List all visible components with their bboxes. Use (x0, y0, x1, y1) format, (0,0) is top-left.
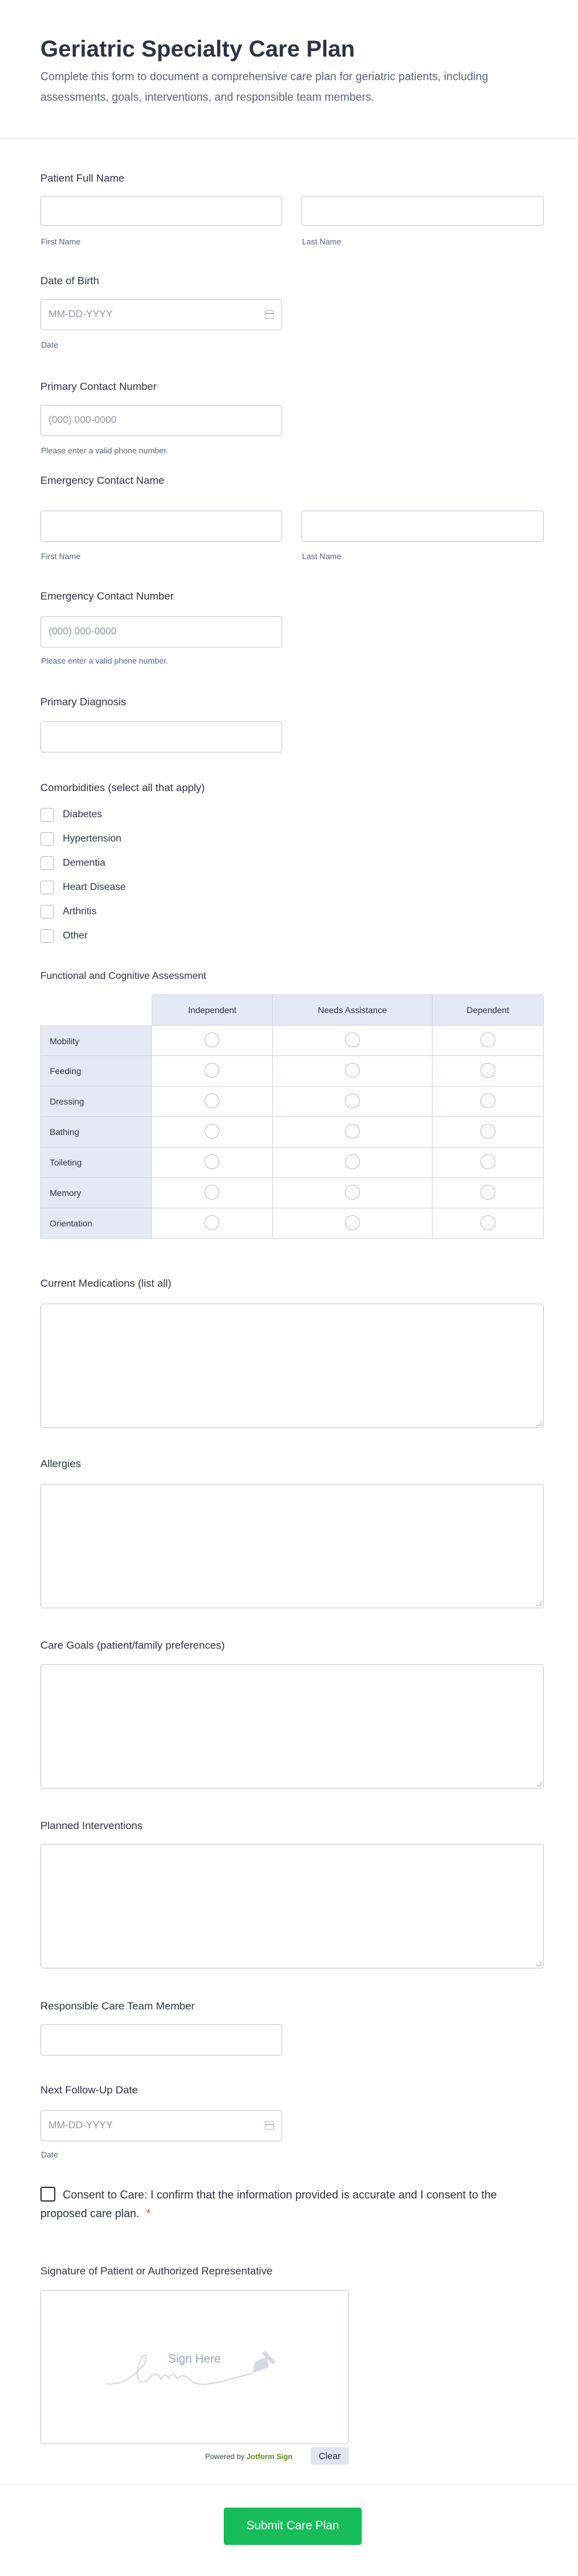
primary-contact-hint: Please enter a valid phone number. (41, 446, 168, 455)
interventions-label: Planned Interventions (40, 1820, 143, 1832)
matrix-cell (152, 1178, 273, 1208)
radio-button[interactable] (204, 1154, 219, 1169)
emergency-last-name-input[interactable] (301, 511, 544, 542)
checkbox-label: Hypertension (63, 833, 122, 844)
emergency-number-input[interactable] (40, 616, 282, 647)
matrix-cell (433, 1117, 544, 1147)
checkbox-hypertension[interactable] (40, 832, 121, 846)
column-header: Needs Assistance (273, 994, 433, 1026)
radio-button[interactable] (345, 1124, 360, 1139)
resize-handle-icon[interactable] (536, 1420, 541, 1425)
radio-button[interactable] (345, 1215, 360, 1230)
checkbox-other[interactable] (40, 929, 88, 943)
radio-button[interactable] (204, 1063, 219, 1078)
dob-placeholder: MM-DD-YYYY (48, 309, 113, 320)
checkbox[interactable] (40, 856, 54, 870)
diagnosis-label: Primary Diagnosis (40, 696, 126, 708)
first-name-sublabel: First Name (41, 237, 81, 246)
matrix-cell (433, 1178, 544, 1208)
followup-date-input[interactable] (40, 2110, 282, 2141)
team-member-label: Responsible Care Team Member (40, 2000, 195, 2012)
row-label: Toileting (40, 1147, 152, 1178)
signature-pad[interactable] (40, 2290, 349, 2444)
header-divider (0, 138, 578, 139)
radio-button[interactable] (204, 1032, 219, 1047)
followup-sublabel: Date (41, 2150, 58, 2159)
checkbox-label: Heart Disease (63, 882, 126, 892)
matrix-cell (152, 1147, 273, 1178)
matrix-cell (273, 1147, 433, 1178)
radio-button[interactable] (204, 1185, 219, 1200)
matrix-cell (273, 1117, 433, 1147)
matrix-cell (433, 1147, 544, 1178)
team-member-input[interactable] (40, 2024, 282, 2055)
matrix-cell (152, 1208, 273, 1239)
submit-button[interactable]: Submit Care Plan (224, 2508, 362, 2545)
checkbox[interactable] (40, 929, 54, 943)
matrix-cell (273, 1178, 433, 1208)
care-goals-textarea[interactable] (40, 1664, 544, 1789)
medications-label: Current Medications (list all) (40, 1277, 172, 1289)
column-header: Independent (152, 994, 273, 1026)
radio-button[interactable] (204, 1215, 219, 1230)
followup-placeholder: MM-DD-YYYY (48, 2120, 113, 2131)
consent-text: Consent to Care: I confirm that the information provided is accurate and I consent to the proposed care plan. (40, 2189, 497, 2220)
checkbox-label: Diabetes (63, 809, 103, 820)
matrix-cell (152, 1056, 273, 1086)
page-title: Geriatric Specialty Care Plan (40, 36, 355, 62)
radio-button[interactable] (480, 1185, 495, 1200)
matrix-row (40, 1086, 544, 1117)
radio-button[interactable] (480, 1124, 495, 1139)
consent-checkbox[interactable] (40, 2187, 55, 2202)
interventions-textarea[interactable] (40, 1844, 544, 1968)
row-label: Bathing (40, 1117, 152, 1147)
radio-button[interactable] (345, 1063, 360, 1078)
jotform-sign-link[interactable]: Jotform Sign (246, 2452, 293, 2461)
required-asterisk: * (146, 2207, 151, 2220)
matrix-row (40, 1208, 544, 1239)
row-label: Dressing (40, 1086, 152, 1117)
dob-label: Date of Birth (40, 275, 99, 287)
checkbox[interactable] (40, 808, 54, 822)
primary-contact-label: Primary Contact Number (40, 381, 157, 392)
matrix-row (40, 1147, 544, 1178)
signature-scribble-icon (106, 2350, 287, 2393)
calendar-icon[interactable] (265, 2121, 274, 2130)
assessment-matrix (40, 994, 544, 1239)
medications-textarea[interactable] (40, 1304, 544, 1428)
sign-here-text: Sign Here (168, 2353, 221, 2366)
emergency-number-label: Emergency Contact Number (40, 590, 174, 602)
checkbox-diabetes[interactable] (40, 807, 102, 822)
checkbox-label: Arthritis (63, 906, 97, 917)
resize-handle-icon[interactable] (536, 1961, 541, 1966)
matrix-cell (273, 1026, 433, 1056)
followup-label: Next Follow-Up Date (40, 2084, 138, 2096)
checkbox-heart-disease[interactable] (40, 880, 126, 895)
consent-field (40, 2185, 500, 2223)
emergency-first-name-input[interactable] (40, 511, 282, 542)
matrix-corner (40, 994, 152, 1026)
radio-button[interactable] (345, 1154, 360, 1169)
clear-signature-button[interactable]: Clear (311, 2447, 349, 2465)
calendar-icon[interactable] (265, 310, 274, 319)
matrix-row (40, 1178, 544, 1208)
dob-sublabel: Date (41, 340, 58, 350)
resize-handle-icon[interactable] (536, 1781, 541, 1786)
resize-handle-icon[interactable] (536, 1601, 541, 1606)
radio-button[interactable] (480, 1154, 495, 1169)
primary-contact-input[interactable] (40, 405, 282, 436)
assessment-label: Functional and Cognitive Assessment (40, 971, 206, 981)
emergency-last-sublabel: Last Name (302, 552, 341, 561)
row-label: Orientation (40, 1208, 152, 1239)
radio-button[interactable] (480, 1215, 495, 1230)
matrix-cell (152, 1086, 273, 1117)
row-label: Memory (40, 1178, 152, 1208)
row-label: Feeding (40, 1056, 152, 1086)
patient-name-label: Patient Full Name (40, 172, 125, 184)
powered-by-text: Powered by (205, 2452, 245, 2461)
matrix-cell (152, 1026, 273, 1056)
matrix-cell (273, 1208, 433, 1239)
comorbidities-label: Comorbidities (select all that apply) (40, 782, 205, 794)
radio-button[interactable] (345, 1032, 360, 1047)
page-description: Complete this form to document a comprehensive care plan for geriatric patients, including assessments, goals, interventions, and responsible team members. (40, 70, 489, 103)
diagnosis-input[interactable] (40, 721, 282, 753)
column-header: Dependent (433, 994, 544, 1026)
matrix-cell (433, 1056, 544, 1086)
checkbox[interactable] (40, 881, 54, 894)
radio-button[interactable] (345, 1185, 360, 1200)
matrix-row (40, 1056, 544, 1086)
dob-input[interactable] (40, 299, 282, 330)
patient-last-name-input[interactable] (301, 196, 544, 226)
allergies-label: Allergies (40, 1458, 81, 1470)
matrix-cell (273, 1056, 433, 1086)
primary-contact-placeholder: (000) 000-0000 (48, 415, 117, 425)
radio-button[interactable] (204, 1093, 219, 1108)
matrix-cell (433, 1086, 544, 1117)
radio-button[interactable] (345, 1093, 360, 1108)
emergency-number-hint: Please enter a valid phone number. (41, 656, 168, 665)
checkbox-dementia[interactable] (40, 856, 105, 871)
radio-button[interactable] (204, 1124, 219, 1139)
matrix-cell (433, 1208, 544, 1239)
row-label: Mobility (40, 1026, 152, 1056)
checkbox-label: Other (63, 930, 88, 941)
radio-button[interactable] (480, 1093, 495, 1108)
checkbox[interactable] (40, 832, 54, 846)
powered-by (205, 2450, 293, 2463)
allergies-textarea[interactable] (40, 1484, 544, 1608)
patient-first-name-input[interactable] (40, 196, 282, 226)
radio-button[interactable] (480, 1032, 495, 1047)
signature-label: Signature of Patient or Authorized Representative (40, 2265, 273, 2277)
matrix-cell (152, 1117, 273, 1147)
checkbox[interactable] (40, 905, 54, 919)
checkbox-arthritis[interactable] (40, 904, 96, 919)
matrix-row (40, 1026, 544, 1056)
emergency-first-sublabel: First Name (41, 552, 81, 561)
matrix-cell (433, 1026, 544, 1056)
radio-button[interactable] (480, 1063, 495, 1078)
matrix-cell (273, 1086, 433, 1117)
emergency-number-placeholder: (000) 000-0000 (48, 626, 117, 637)
care-goals-label: Care Goals (patient/family preferences) (40, 1639, 225, 1651)
checkbox-label: Dementia (63, 858, 106, 868)
last-name-sublabel: Last Name (302, 237, 341, 246)
emergency-name-label: Emergency Contact Name (40, 475, 165, 486)
matrix-row (40, 1117, 544, 1147)
